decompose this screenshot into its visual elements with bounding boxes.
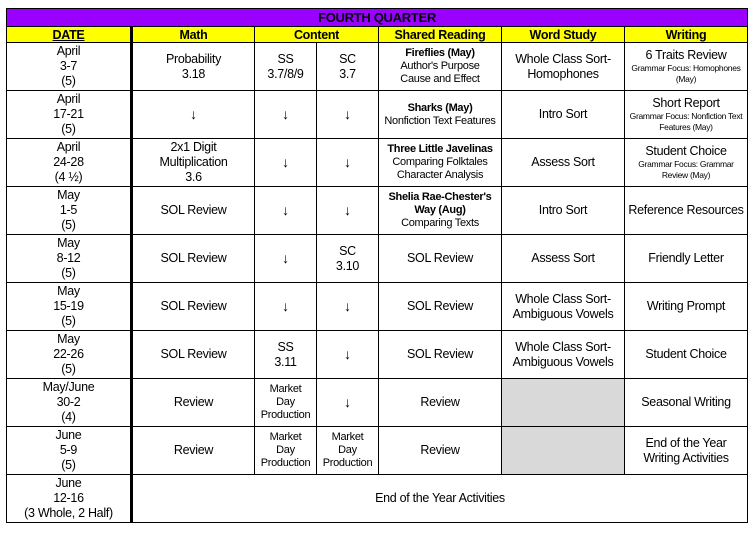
- date-text: (5): [61, 266, 76, 280]
- writing-cell: [625, 43, 748, 91]
- reading-text: SOL Review: [406, 251, 473, 265]
- math-text: Review: [173, 395, 214, 409]
- word-study-text: Intro Sort: [538, 203, 588, 217]
- word-study-text: Intro Sort: [538, 107, 588, 121]
- table-row: [7, 235, 748, 283]
- content-sc-cell: [317, 91, 379, 139]
- date-cell: [7, 187, 132, 235]
- reading-text: SOL Review: [406, 347, 473, 361]
- sc-text: SC: [339, 243, 356, 258]
- date-text: (4): [61, 410, 76, 424]
- title-row: [7, 9, 748, 27]
- ss-text: 3.11: [274, 354, 297, 369]
- math-text: SOL Review: [160, 251, 227, 265]
- writing-text: Seasonal Writing: [641, 395, 731, 409]
- down-arrow-icon: ↓: [344, 106, 351, 122]
- content-sc-cell: [317, 43, 379, 91]
- math-text: Review: [173, 443, 214, 457]
- date-text: (5): [61, 122, 76, 136]
- word-study-text: Homophones: [527, 66, 599, 81]
- date-cell: [7, 427, 132, 475]
- math-cell: [132, 331, 255, 379]
- word-study-cell: [502, 43, 625, 91]
- content-ss-cell: [255, 139, 317, 187]
- shared-reading-cell: [379, 43, 502, 91]
- writing-cell: [625, 235, 748, 283]
- writing-text: Reference Resources: [628, 203, 744, 217]
- date-cell: [7, 283, 132, 331]
- down-arrow-icon: ↓: [282, 202, 289, 218]
- reading-focus: Comparing Texts: [401, 217, 479, 229]
- down-arrow-icon: ↓: [344, 202, 351, 218]
- grammar-focus-text: Grammar Focus: Nonfiction Text Features (May): [629, 111, 743, 132]
- date-text: (3 Whole, 2 Half): [24, 506, 113, 520]
- word-study-text: Whole Class Sort-: [515, 339, 611, 354]
- date-text: 15-19: [53, 299, 84, 313]
- word-study-text: Ambiguous Vowels: [512, 306, 614, 321]
- word-study-cell: [502, 139, 625, 187]
- content-ss-cell: [255, 331, 317, 379]
- word-study-cell: [502, 379, 625, 427]
- date-cell: [7, 43, 132, 91]
- sc-text: Day: [338, 444, 357, 456]
- date-text: June: [55, 428, 82, 442]
- date-cell: [7, 139, 132, 187]
- reading-title: Sharks (May): [407, 101, 473, 114]
- math-cell: [132, 235, 255, 283]
- date-text: April: [56, 140, 81, 154]
- ss-text: Production: [260, 409, 311, 421]
- date-text: May: [57, 332, 80, 346]
- down-arrow-icon: ↓: [282, 298, 289, 314]
- ss-text: SS: [277, 51, 294, 66]
- writing-text: End of the Year: [645, 435, 727, 450]
- math-text: 3.6: [185, 170, 202, 184]
- date-text: 24-28: [53, 155, 84, 169]
- reading-text: SOL Review: [406, 299, 473, 313]
- content-sc-cell: [317, 379, 379, 427]
- reading-title: Fireflies (May): [405, 47, 475, 59]
- math-text: 3.18: [181, 66, 206, 81]
- ss-text: Production: [260, 457, 311, 469]
- grammar-focus-text: Grammar Focus: Homophones (May): [631, 63, 741, 84]
- math-cell: [132, 427, 255, 475]
- ss-text: 3.7/8/9: [267, 66, 304, 81]
- date-text: 1-5: [59, 203, 78, 217]
- reading-focus: Cause and Effect: [400, 73, 480, 85]
- down-arrow-icon: ↓: [282, 106, 289, 122]
- word-study-text: Whole Class Sort-: [515, 51, 611, 66]
- shared-reading-cell: [379, 331, 502, 379]
- math-text: Probability: [165, 51, 222, 66]
- table-row: [7, 379, 748, 427]
- math-cell: [132, 43, 255, 91]
- content-ss-cell: [255, 427, 317, 475]
- date-cell: [7, 475, 132, 523]
- math-text: SOL Review: [160, 299, 227, 313]
- writing-text: Short Report: [652, 96, 720, 110]
- date-text: May: [57, 236, 80, 250]
- down-arrow-icon: ↓: [344, 346, 351, 362]
- word-study-cell: [502, 91, 625, 139]
- word-study-cell: [502, 427, 625, 475]
- shared-reading-cell: [379, 427, 502, 475]
- content-sc-cell: [317, 235, 379, 283]
- table-row: [7, 427, 748, 475]
- header-writing: Writing: [625, 27, 748, 43]
- math-text: SOL Review: [160, 347, 227, 361]
- date-text: (5): [61, 458, 76, 472]
- grammar-focus-text: Grammar Focus: Grammar Review (May): [638, 159, 734, 180]
- date-text: 30-2: [56, 395, 81, 409]
- word-study-text: Ambiguous Vowels: [512, 354, 614, 369]
- table-row: [7, 43, 748, 91]
- table-row: [7, 187, 748, 235]
- shared-reading-cell: [379, 139, 502, 187]
- down-arrow-icon: ↓: [344, 298, 351, 314]
- reading-focus: Comparing Folktales: [392, 156, 488, 168]
- header-shared-reading: Shared Reading: [379, 27, 502, 43]
- table-row: [7, 283, 748, 331]
- down-arrow-icon: ↓: [344, 154, 351, 170]
- shared-reading-cell: [379, 187, 502, 235]
- writing-text: Student Choice: [645, 347, 727, 361]
- date-cell: [7, 379, 132, 427]
- date-text: 8-12: [56, 251, 81, 265]
- word-study-cell: [502, 187, 625, 235]
- math-cell: [132, 187, 255, 235]
- date-text: May: [57, 284, 80, 298]
- down-arrow-icon: ↓: [282, 250, 289, 266]
- math-cell: [132, 139, 255, 187]
- activities-text: End of the Year Activities: [375, 491, 505, 505]
- word-study-text: Whole Class Sort-: [515, 291, 611, 306]
- sc-text: SC: [339, 51, 356, 66]
- fourth-quarter-schedule-table: [6, 8, 748, 523]
- date-text: May/June: [42, 380, 95, 394]
- ss-text: Market: [269, 431, 302, 443]
- math-cell: [132, 283, 255, 331]
- down-arrow-icon: ↓: [190, 106, 197, 122]
- down-arrow-icon: ↓: [344, 394, 351, 410]
- date-text: May: [57, 188, 80, 202]
- date-text: 17-21: [53, 107, 84, 121]
- math-text: 2x1 Digit: [170, 140, 217, 154]
- sc-text: Production: [322, 457, 373, 469]
- math-cell: [132, 379, 255, 427]
- writing-text: Friendly Letter: [648, 251, 724, 265]
- date-text: 3-7: [59, 59, 78, 73]
- content-ss-cell: [255, 91, 317, 139]
- writing-cell: [625, 91, 748, 139]
- date-text: April: [56, 92, 81, 106]
- writing-cell: [625, 139, 748, 187]
- reading-text: Review: [420, 395, 460, 409]
- content-ss-cell: [255, 235, 317, 283]
- down-arrow-icon: ↓: [282, 154, 289, 170]
- word-study-cell: [502, 331, 625, 379]
- writing-cell: [625, 283, 748, 331]
- math-text: Multiplication: [159, 155, 228, 169]
- date-text: June: [55, 476, 82, 490]
- reading-title: Shelia Rae-Chester's: [388, 191, 492, 203]
- content-ss-cell: [255, 379, 317, 427]
- content-sc-cell: [317, 139, 379, 187]
- ss-text: Market: [269, 383, 302, 395]
- date-text: (4 ½): [54, 170, 83, 184]
- writing-cell: [625, 187, 748, 235]
- content-sc-cell: [317, 187, 379, 235]
- shared-reading-cell: [379, 91, 502, 139]
- shared-reading-cell: [379, 379, 502, 427]
- ss-text: Day: [276, 444, 295, 456]
- reading-text: Review: [420, 443, 460, 457]
- date-text: 12-16: [53, 491, 84, 505]
- content-sc-cell: [317, 283, 379, 331]
- word-study-text: Assess Sort: [531, 251, 595, 265]
- writing-cell: [625, 427, 748, 475]
- header-math: Math: [132, 27, 255, 43]
- writing-text: Writing Prompt: [646, 299, 726, 313]
- header-content: Content: [255, 27, 379, 43]
- activities-cell: [132, 475, 748, 523]
- date-text: 22-26: [53, 347, 84, 361]
- table-row: [7, 139, 748, 187]
- reading-title: Three Little Javelinas: [387, 143, 493, 155]
- header-date: DATE: [7, 27, 132, 43]
- table-row: [7, 91, 748, 139]
- writing-text: Writing Activities: [643, 450, 729, 465]
- date-cell: [7, 91, 132, 139]
- ss-text: SS: [277, 339, 294, 354]
- date-text: (5): [61, 314, 76, 328]
- content-ss-cell: [255, 283, 317, 331]
- writing-cell: [625, 331, 748, 379]
- reading-focus: Author's Purpose: [400, 60, 480, 72]
- date-cell: [7, 235, 132, 283]
- date-text: (5): [61, 362, 76, 376]
- date-text: (5): [61, 218, 76, 232]
- math-text: SOL Review: [160, 203, 227, 217]
- word-study-cell: [502, 235, 625, 283]
- content-sc-cell: [317, 427, 379, 475]
- date-text: 5-9: [59, 443, 78, 457]
- sc-text: 3.10: [335, 258, 360, 273]
- date-text: (5): [61, 74, 76, 88]
- math-cell: [132, 91, 255, 139]
- writing-text: Student Choice: [645, 144, 727, 158]
- shared-reading-cell: [379, 283, 502, 331]
- table-row: [7, 331, 748, 379]
- ss-text: Day: [276, 396, 295, 408]
- sc-text: 3.7: [339, 66, 356, 81]
- sc-text: Market: [331, 431, 364, 443]
- word-study-text: Assess Sort: [531, 155, 595, 169]
- content-ss-cell: [255, 187, 317, 235]
- reading-focus: Nonfiction Text Features: [384, 114, 496, 127]
- date-text: April: [56, 44, 81, 58]
- reading-focus: Character Analysis: [396, 169, 484, 181]
- word-study-cell: [502, 283, 625, 331]
- header-row: [7, 27, 748, 43]
- writing-text: 6 Traits Review: [645, 48, 727, 62]
- date-cell: [7, 331, 132, 379]
- header-word-study: Word Study: [502, 27, 625, 43]
- table-title: FOURTH QUARTER: [7, 9, 748, 27]
- content-sc-cell: [317, 331, 379, 379]
- content-ss-cell: [255, 43, 317, 91]
- writing-cell: [625, 379, 748, 427]
- reading-title: Way (Aug): [414, 204, 466, 216]
- shared-reading-cell: [379, 235, 502, 283]
- table-row: [7, 475, 748, 523]
